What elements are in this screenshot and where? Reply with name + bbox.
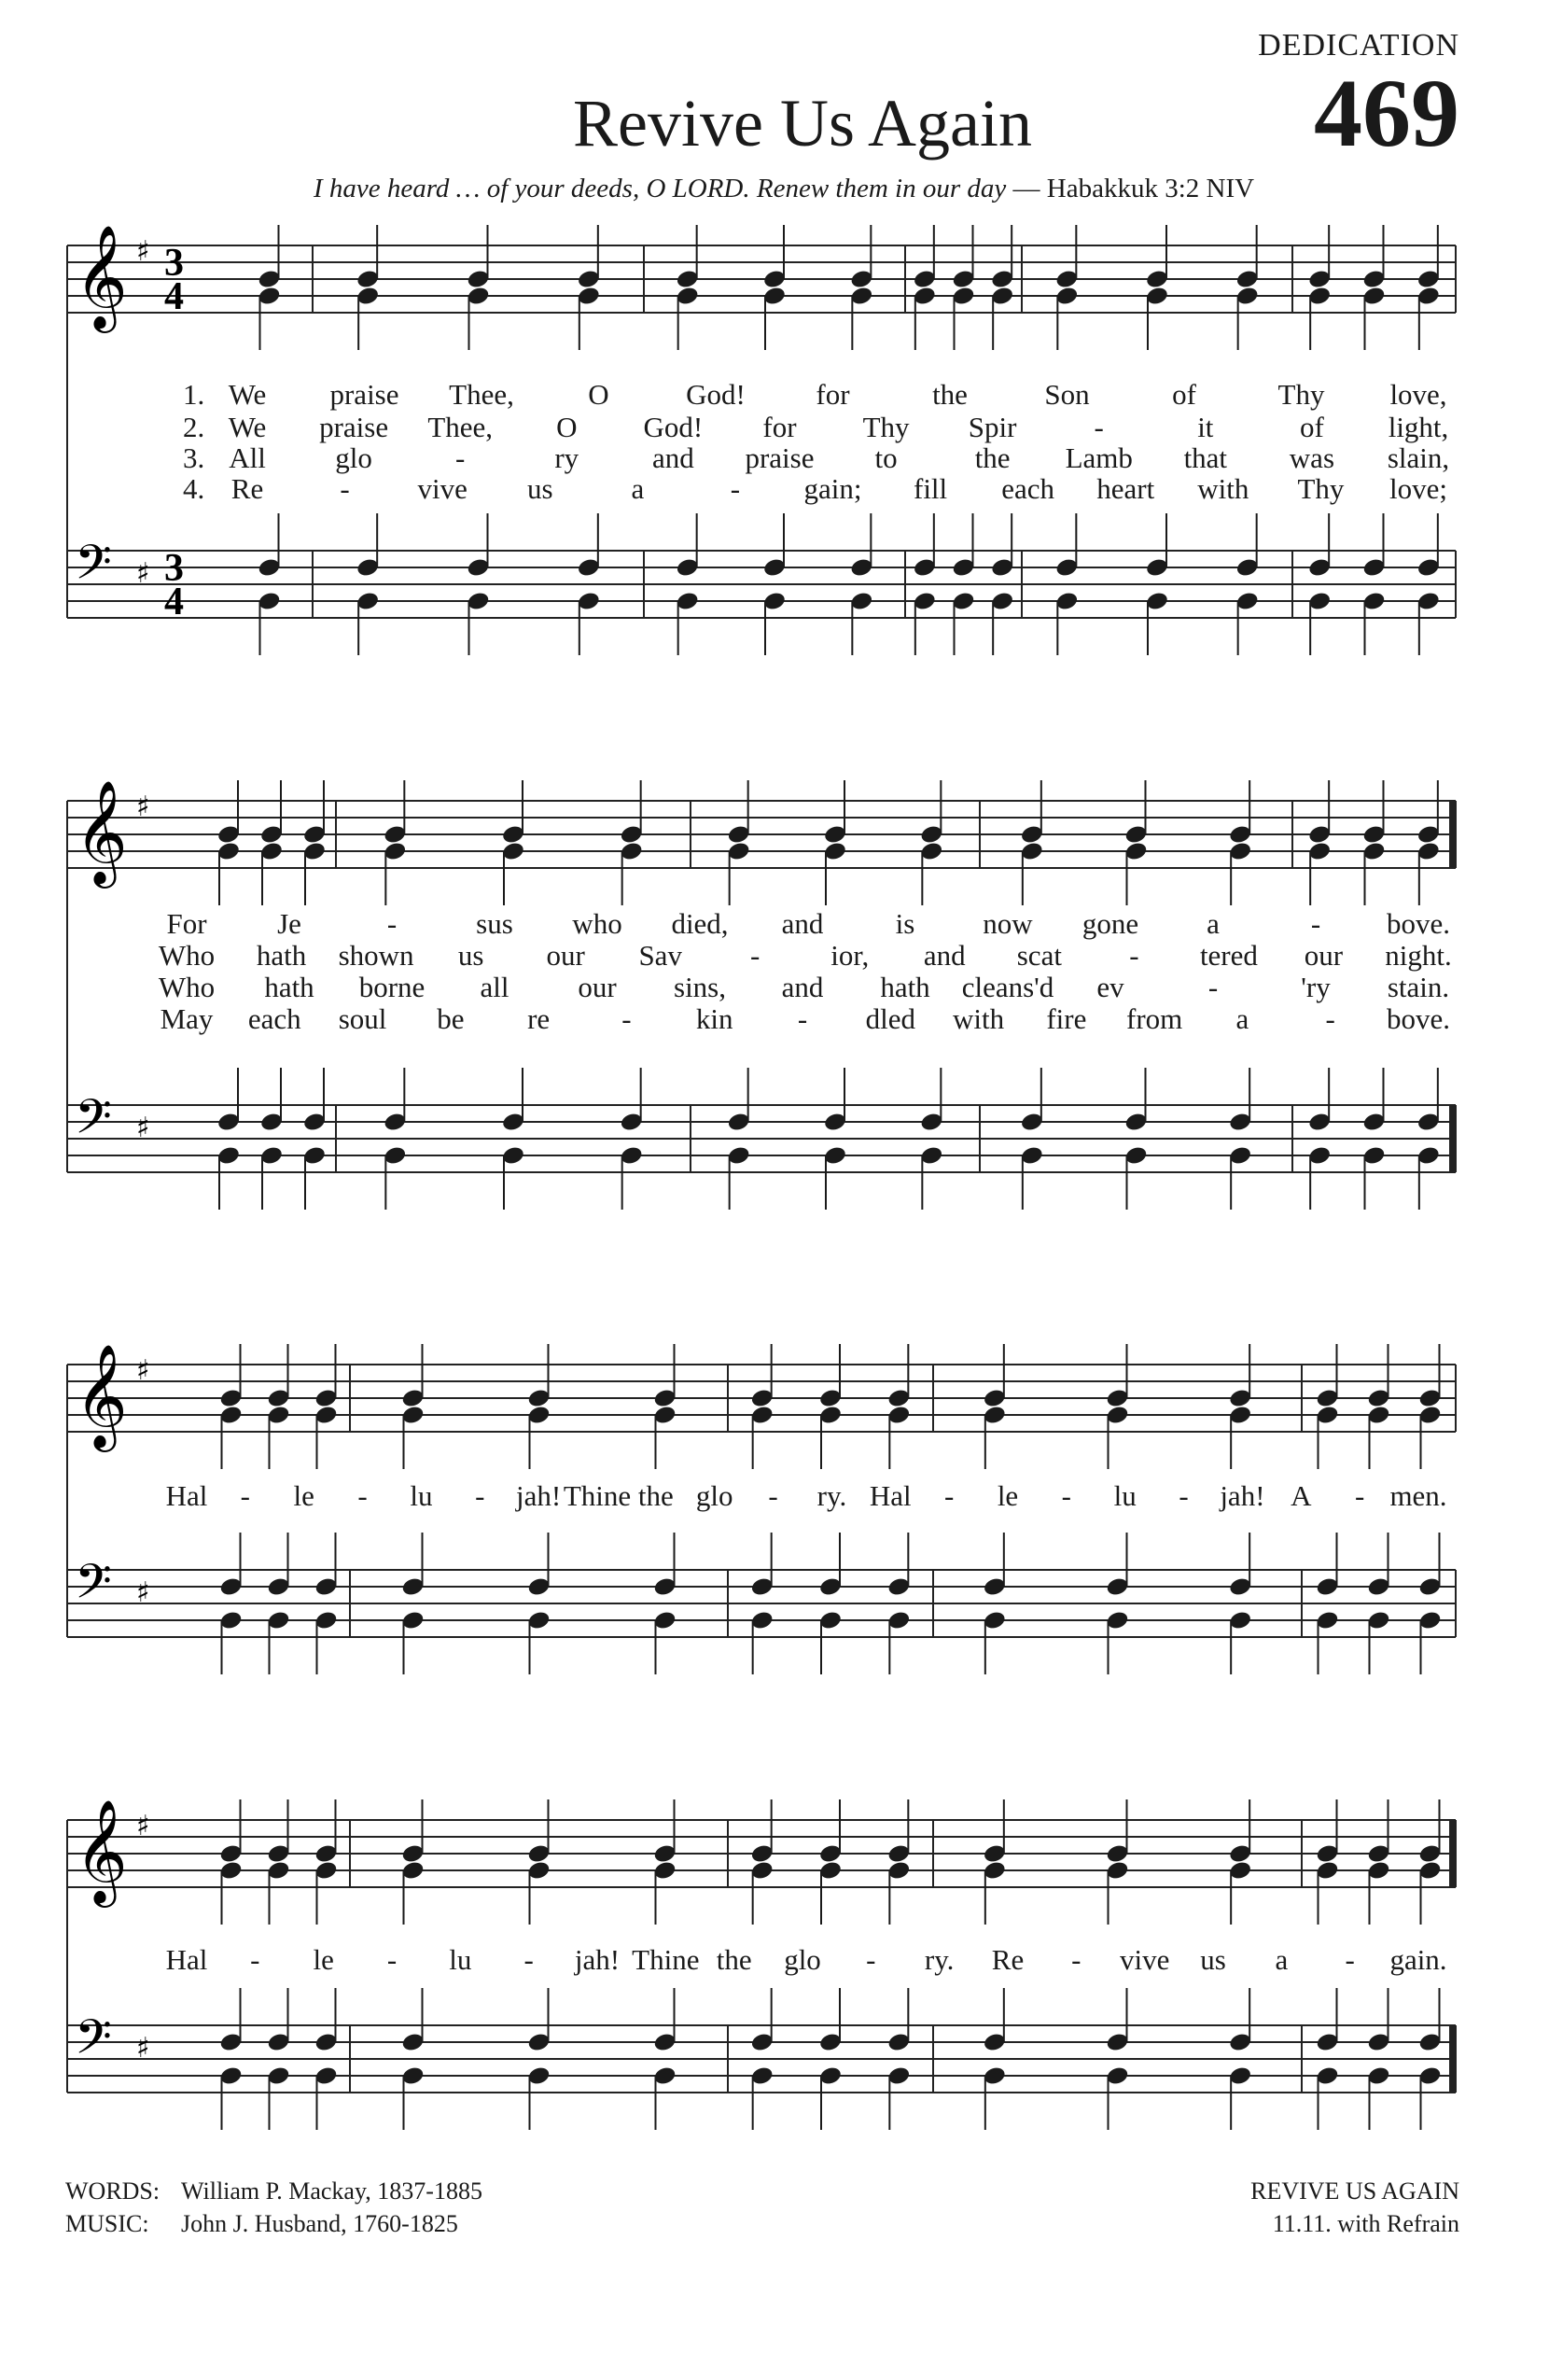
lyric-syllable: Hal [165, 1479, 208, 1512]
lyric-syllable: le [313, 1943, 334, 1976]
lyric-syllable: was [1289, 441, 1335, 474]
lyric-syllable: For [166, 907, 207, 940]
lyric-line [0, 378, 1549, 412]
lyric-syllable: Thine [563, 1479, 632, 1512]
time-signature-digit: 4 [164, 581, 184, 623]
lyric-syllable: lu [449, 1943, 472, 1976]
lyric-syllable: for [816, 378, 850, 411]
lyric-syllable: lu [410, 1479, 433, 1512]
lyric-syllable: hath [264, 971, 314, 1003]
sharp-icon: ♯ [136, 1112, 150, 1144]
lyric-syllable: slain, [1387, 441, 1450, 474]
lyric-syllable: God! [643, 411, 704, 443]
lyric-syllable: tered [1199, 939, 1258, 972]
lyric-syllable: Sav [638, 939, 682, 972]
lyric-syllable: gain. [1389, 1943, 1447, 1976]
music-composer: John J. Husband, 1760-1825 [181, 2210, 458, 2238]
lyric-hyphen: - [1310, 907, 1321, 940]
lyric-syllable: light, [1388, 411, 1449, 443]
lyric-syllable: the [932, 378, 968, 411]
lyric-line [0, 907, 1549, 941]
lyric-syllable: the [716, 1943, 752, 1976]
lyric-syllable: to [874, 441, 898, 474]
lyric-syllable: re [527, 1002, 551, 1035]
lyric-syllable: a [1275, 1943, 1289, 1976]
lyric-syllable: borne [358, 971, 426, 1003]
lyric-line [0, 939, 1549, 973]
lyric-syllable: praise [745, 441, 815, 474]
lyric-syllable: of [1299, 411, 1324, 443]
hymn-category: DEDICATION [1258, 28, 1459, 63]
final-bar-line [1449, 1105, 1456, 1172]
bass-clef-icon: 𝄢 [75, 2009, 112, 2077]
lyric-syllable: our [1304, 939, 1344, 972]
lyric-syllable: Lamb [1065, 441, 1133, 474]
lyric-hyphen: - [1345, 1943, 1355, 1976]
lyric-syllable: Thy [1297, 472, 1345, 505]
lyric-hyphen: - [386, 1943, 398, 1976]
lyric-syllable: died, [671, 907, 729, 940]
lyric-hyphen: - [750, 939, 761, 972]
lyric-hyphen: - [730, 472, 741, 505]
lyric-syllable: and [923, 939, 966, 972]
lyric-syllable: jah! [1220, 1479, 1265, 1512]
lyric-syllable: glo [695, 1479, 733, 1512]
lyric-syllable: sins, [674, 971, 726, 1003]
lyric-syllable: us [526, 472, 553, 505]
lyric-syllable: stain. [1387, 971, 1450, 1003]
lyric-syllable: and [651, 441, 694, 474]
lyric-syllable: gone [1082, 907, 1139, 940]
lyric-syllable: dled [865, 1002, 915, 1035]
lyric-syllable: is [895, 907, 915, 940]
lyric-syllable: a [1235, 1002, 1249, 1035]
sharp-icon: ♯ [136, 1810, 150, 1842]
sharp-icon: ♯ [136, 557, 150, 590]
lyric-line [0, 441, 1549, 475]
lyric-hyphen: - [1061, 1479, 1072, 1512]
time-signature-digit: 3 [164, 242, 184, 285]
lyric-hyphen: - [1325, 1002, 1335, 1035]
lyric-syllable: Spir [968, 411, 1017, 443]
bass-clef-icon: 𝄢 [75, 534, 112, 602]
lyric-syllable: our [578, 971, 617, 1003]
lyric-syllable: jah! [516, 1479, 562, 1512]
credits [65, 2175, 482, 2240]
lyric-hyphen: - [475, 1479, 485, 1512]
treble-clef-icon: 𝄞 [75, 1343, 128, 1448]
lyric-line [0, 971, 1549, 1004]
lyric-syllable: that [1183, 441, 1228, 474]
lyric-hyphen: - [357, 1479, 368, 1512]
lyric-syllable: vive [1119, 1943, 1170, 1976]
lyric-syllable: night. [1385, 939, 1452, 972]
lyric-syllable: bove. [1386, 907, 1451, 940]
lyric-line [0, 472, 1549, 506]
lyric-syllable: Thee, [449, 378, 514, 411]
verse-number: 1. [183, 378, 205, 411]
lyric-syllable: fire [1046, 1002, 1087, 1035]
lyric-syllable: for [762, 411, 797, 443]
lyric-syllable: now [983, 907, 1033, 940]
time-signature-digit: 4 [164, 275, 184, 318]
lyric-line [0, 411, 1549, 444]
lyric-syllable: ry. [816, 1479, 847, 1512]
lyric-syllable: gain; [803, 472, 862, 505]
lyric-syllable: it [1197, 411, 1214, 443]
verse-number: 4. [183, 472, 205, 505]
lyric-hyphen: - [1129, 939, 1139, 972]
lyric-syllable: love, [1389, 378, 1447, 411]
words-credit [65, 2175, 482, 2207]
lyric-syllable: Thine [632, 1943, 700, 1976]
lyric-syllable: ior, [830, 939, 870, 972]
sharp-icon: ♯ [136, 1354, 150, 1387]
words-label: WORDS: [65, 2177, 160, 2205]
sharp-icon: ♯ [136, 2032, 150, 2065]
lyric-hyphen: - [768, 1479, 778, 1512]
lyric-hyphen: - [621, 1002, 632, 1035]
lyric-syllable: who [572, 907, 622, 940]
lyric-syllable: We [228, 411, 267, 443]
lyric-syllable: We [228, 378, 267, 411]
lyric-hyphen: - [250, 1943, 260, 1976]
treble-clef-icon: 𝄞 [75, 779, 128, 884]
lyric-syllable: shown [338, 939, 414, 972]
sharp-icon: ♯ [136, 791, 150, 823]
lyric-hyphen: - [1179, 1479, 1189, 1512]
sharp-icon: ♯ [136, 235, 150, 268]
lyric-hyphen: - [1207, 971, 1219, 1003]
verse-number: 2. [183, 411, 205, 443]
lyric-syllable: men. [1389, 1479, 1447, 1512]
lyric-hyphen: - [1094, 411, 1104, 443]
lyric-syllable: the [637, 1479, 674, 1512]
lyric-syllable: lu [1113, 1479, 1137, 1512]
lyric-syllable: Hal [165, 1943, 208, 1976]
lyric-syllable: the [974, 441, 1011, 474]
lyric-hyphen: - [1354, 1479, 1365, 1512]
lyric-syllable: glo [335, 441, 372, 474]
lyric-syllable: Re [230, 472, 264, 505]
lyric-syllable: Hal [869, 1479, 912, 1512]
lyric-syllable: a [631, 472, 645, 505]
lyric-syllable: 'ry [1301, 971, 1331, 1003]
lyric-syllable: and [781, 971, 824, 1003]
lyric-syllable: le [997, 1479, 1019, 1512]
lyric-syllable: with [1197, 472, 1249, 505]
lyric-syllable: fill [913, 472, 948, 505]
lyric-syllable: Son [1044, 378, 1090, 411]
lyric-syllable: Who [158, 971, 216, 1003]
verse-number: 3. [183, 441, 205, 474]
lyric-syllable: hath [256, 939, 307, 972]
lyric-syllable: kin [695, 1002, 733, 1035]
lyric-syllable: O [588, 378, 609, 411]
treble-clef-icon: 𝄞 [75, 224, 128, 329]
tune-info [1250, 2175, 1459, 2240]
lyric-syllable: be [437, 1002, 465, 1035]
bass-clef-icon: 𝄢 [75, 1088, 112, 1156]
lyric-syllable: A [1291, 1479, 1312, 1512]
lyric-syllable: each [1001, 472, 1055, 505]
final-bar-line [1449, 1820, 1456, 1887]
lyric-syllable: all [480, 971, 509, 1003]
lyric-syllable: All [229, 441, 266, 474]
lyric-syllable: sus [476, 907, 513, 940]
lyric-syllable: jah! [574, 1943, 621, 1976]
lyric-syllable: us [1200, 1943, 1226, 1976]
music-credit [65, 2207, 482, 2240]
words-author: William P. Mackay, 1837-1885 [181, 2177, 482, 2205]
lyric-syllable: Je [277, 907, 301, 940]
lyric-syllable: and [781, 907, 824, 940]
lyric-syllable: with [953, 1002, 1005, 1035]
lyric-hyphen: - [455, 441, 466, 474]
lyric-syllable: us [457, 939, 484, 972]
final-bar-line [1449, 2025, 1456, 2093]
lyric-syllable: ry. [924, 1943, 955, 1976]
lyric-syllable: from [1126, 1002, 1183, 1035]
lyric-hyphen: - [386, 907, 398, 940]
lyric-hyphen: - [340, 472, 350, 505]
lyric-syllable: hath [880, 971, 930, 1003]
lyric-syllable: cleans'd [961, 971, 1054, 1003]
lyric-syllable: le [293, 1479, 314, 1512]
lyric-syllable: soul [338, 1002, 387, 1035]
lyric-hyphen: - [240, 1479, 251, 1512]
lyric-syllable: praise [329, 378, 399, 411]
time-signature-digit: 3 [164, 547, 184, 590]
lyric-hyphen: - [523, 1943, 534, 1976]
lyric-syllable: Re [991, 1943, 1025, 1976]
music-label: MUSIC: [65, 2210, 149, 2238]
lyric-syllable: ry [554, 441, 579, 474]
lyric-syllable: O [556, 411, 578, 443]
lyric-syllable: Who [158, 939, 216, 972]
lyric-syllable: vive [417, 472, 467, 505]
lyric-syllable: God! [686, 378, 746, 411]
lyric-line [0, 1943, 1549, 1977]
lyric-hyphen: - [1071, 1943, 1082, 1976]
lyric-syllable: a [1207, 907, 1220, 940]
treble-clef-icon: 𝄞 [75, 1799, 128, 1903]
scripture-quote: I have heard … of your deeds, O LORD. Renew them in our day [313, 174, 1007, 203]
hymn-number: 469 [1314, 60, 1459, 167]
lyric-syllable: Thy [862, 411, 910, 443]
tune-name: REVIVE US AGAIN [1250, 2177, 1459, 2205]
lyric-syllable: praise [319, 411, 389, 443]
bass-clef-icon: 𝄢 [75, 1553, 112, 1621]
lyric-line [0, 1479, 1549, 1513]
lyric-syllable: heart [1096, 472, 1155, 505]
lyric-syllable: glo [784, 1943, 821, 1976]
lyric-syllable: scat [1016, 939, 1062, 972]
bass-staff [67, 534, 1456, 623]
lyric-syllable: love; [1389, 472, 1447, 505]
scripture-citation: — Habakkuk 3:2 NIV [1012, 174, 1255, 203]
lyric-hyphen: - [943, 1479, 955, 1512]
final-bar-line [1449, 801, 1456, 868]
lyric-syllable: of [1172, 378, 1196, 411]
lyric-hyphen: - [866, 1943, 876, 1976]
lyric-syllable: ev [1096, 971, 1124, 1003]
lyric-syllable: our [546, 939, 585, 972]
lyric-syllable: Thy [1277, 378, 1325, 411]
sharp-icon: ♯ [136, 1576, 150, 1609]
lyric-line [0, 1002, 1549, 1036]
lyric-hyphen: - [797, 1002, 808, 1035]
lyric-syllable: Thee, [427, 411, 494, 443]
lyric-syllable: bove. [1386, 1002, 1451, 1035]
hymn-title: Revive Us Again [573, 86, 1032, 161]
tune-meter: 11.11. with Refrain [1272, 2210, 1459, 2238]
lyric-syllable: May [160, 1002, 214, 1035]
lyric-syllable: each [247, 1002, 301, 1035]
